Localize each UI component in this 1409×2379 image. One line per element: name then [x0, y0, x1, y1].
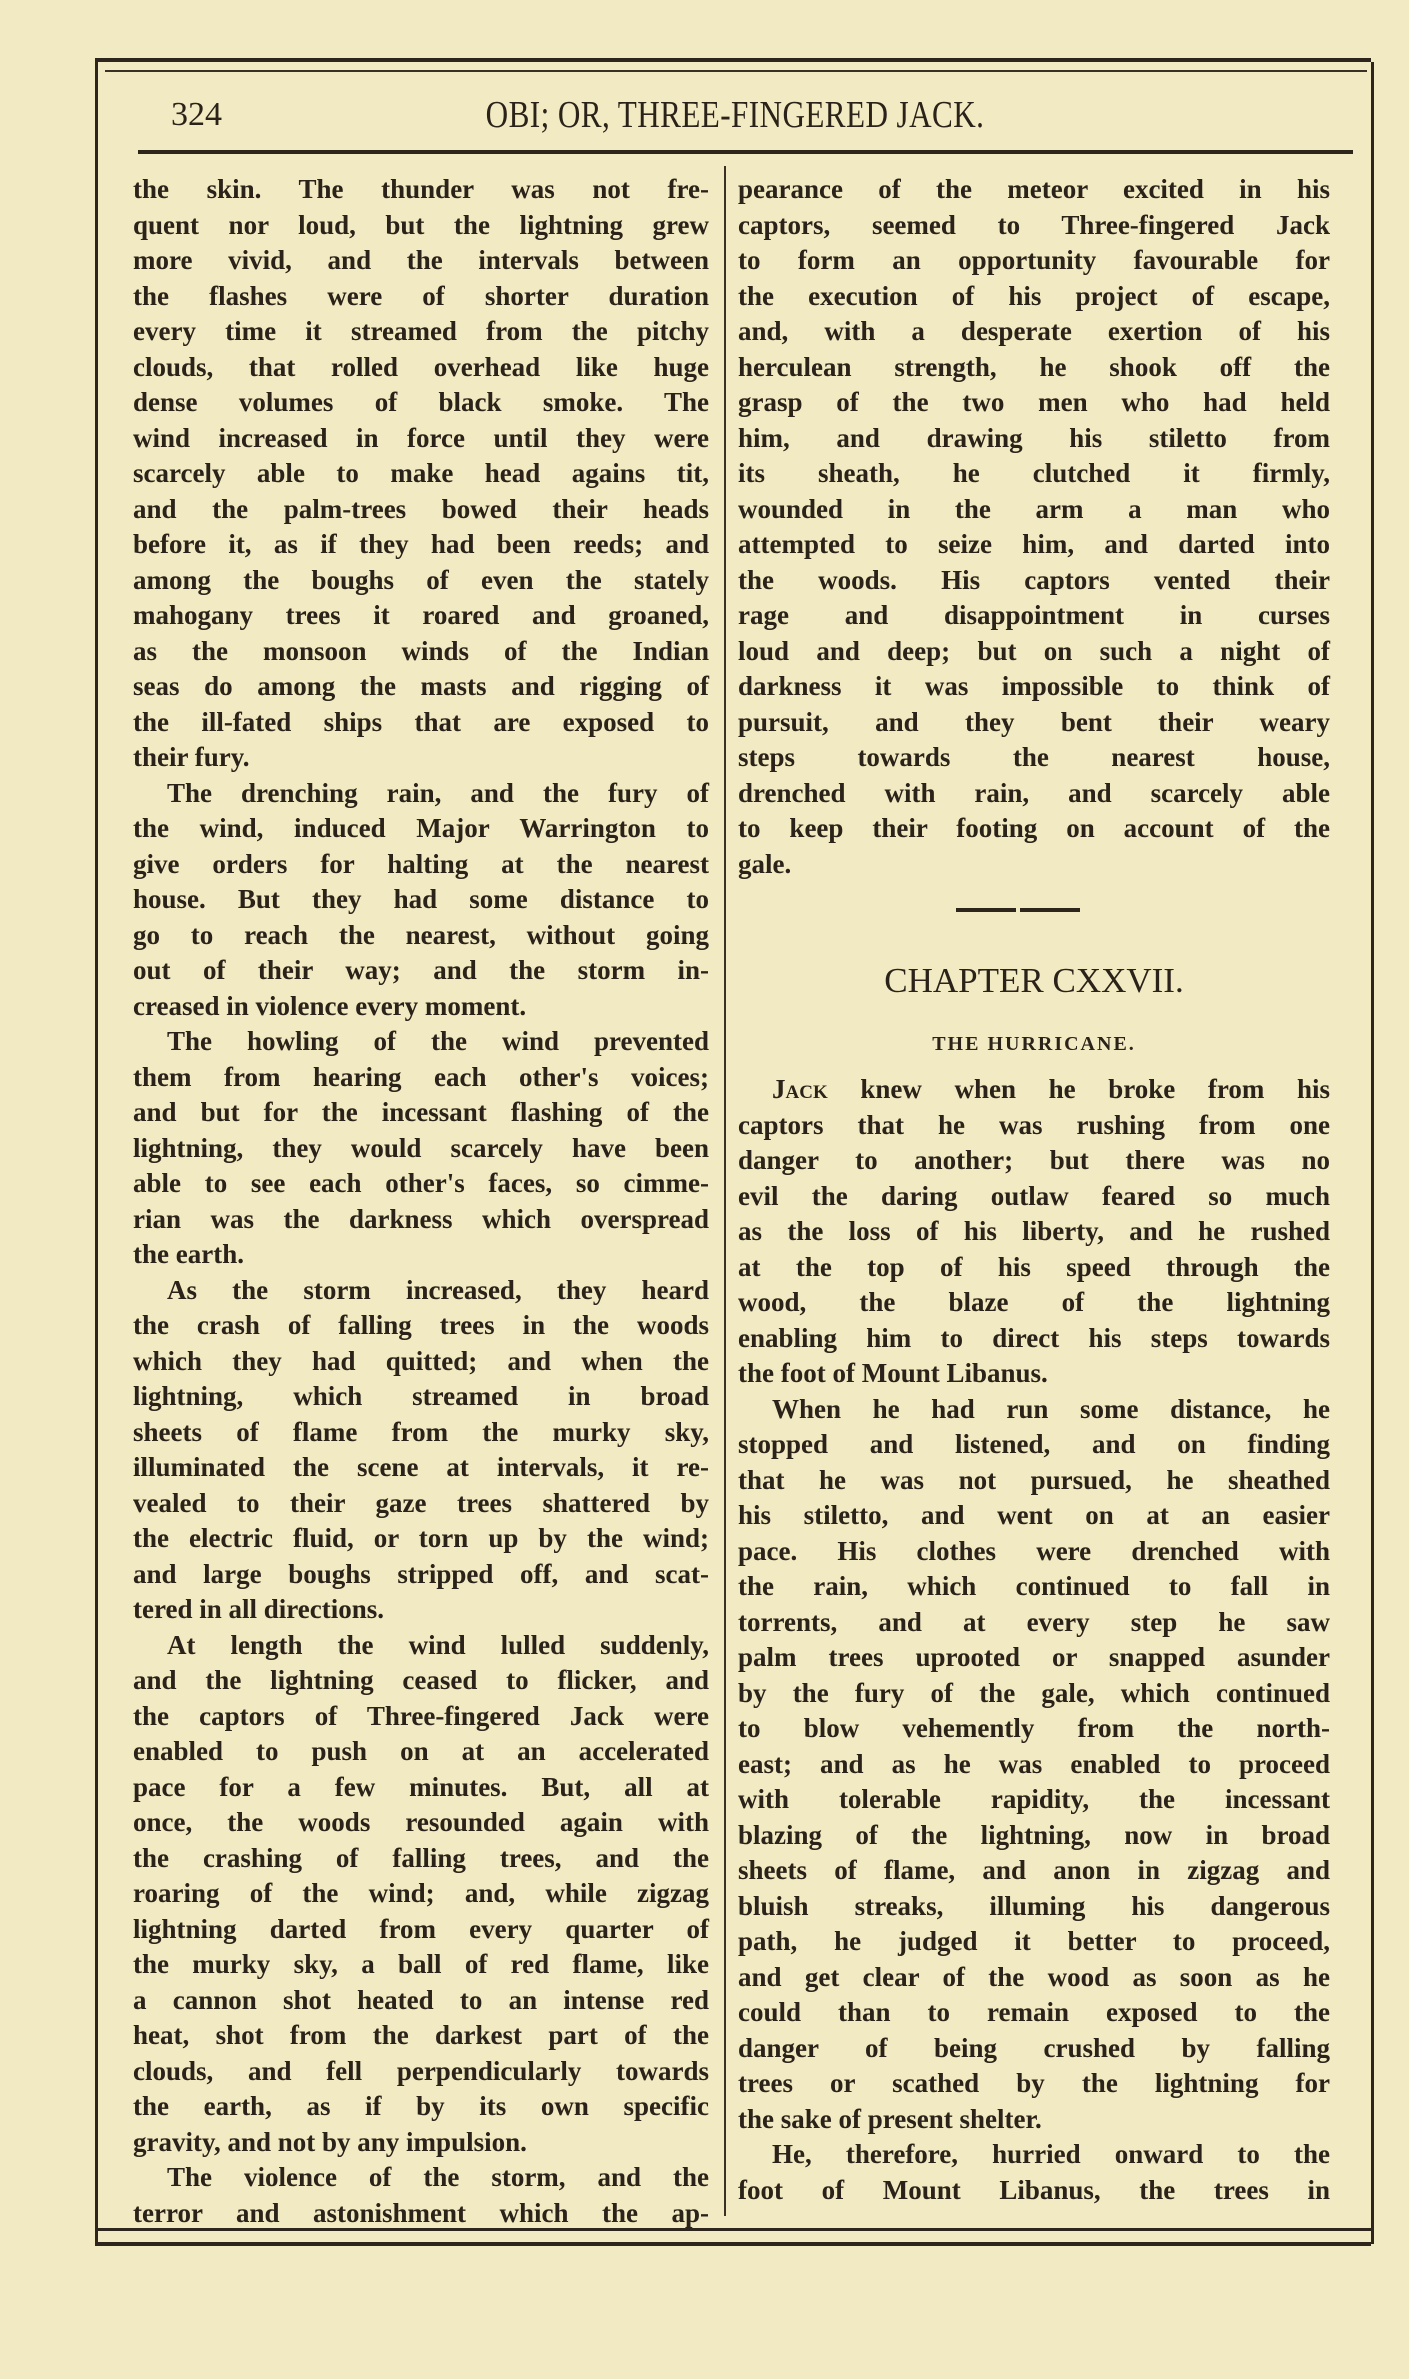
text-line: bluish streaks, illuming his dangerous [738, 1890, 1330, 1921]
text-line: vealed to their gaze trees shattered by [133, 1487, 709, 1518]
right-column-after-chapter [738, 1072, 1330, 2208]
text-line: quent nor loud, but the lightning grew [133, 209, 709, 240]
paragraph [738, 1392, 1330, 2138]
text-line: danger of being crushed by falling [738, 2032, 1330, 2063]
text-line: lightning, which streamed in broad [133, 1381, 709, 1411]
text-line: clouds, and fell perpendicularly towards [133, 2055, 709, 2086]
bottom-border-outer-rule [95, 2242, 1371, 2246]
text-line: pearance of the meteor excited in his [738, 174, 1330, 204]
paragraph [133, 1273, 709, 1628]
text-line: the earth. [133, 1239, 244, 1269]
text-line: could than to remain exposed to the [738, 1997, 1330, 2027]
text-line: As the storm increased, they heard [167, 1274, 709, 1305]
text-line: the skin. The thunder was not fre- [133, 174, 709, 204]
text-line: its sheath, he clutched it firmly, [738, 458, 1330, 488]
text-line: enabled to push on at an accelerated [133, 1736, 709, 1766]
text-line: sheets of flame from the murky sky, [133, 1416, 709, 1447]
text-line: among the boughs of even the stately [133, 564, 709, 595]
text-line: a cannon shot heated to an intense red [133, 1984, 709, 2015]
text-line: tered in all directions. [133, 1594, 384, 1624]
text-line: rage and disappointment in curses [738, 600, 1330, 630]
text-line: by the fury of the gale, which continued [738, 1677, 1330, 1708]
paragraph [133, 172, 709, 776]
text-line: rian was the darkness which overspread [133, 1203, 709, 1234]
text-line: as the monsoon winds of the Indian [133, 635, 709, 666]
text-line: enabling him to direct his steps towards [738, 1322, 1330, 1353]
text-line: the captors of Three-fingered Jack were [133, 1700, 709, 1731]
text-line: at the top of his speed through the [738, 1251, 1330, 1282]
text-line: out of their way; and the storm in- [133, 955, 709, 985]
text-line: to blow vehemently from the north- [738, 1713, 1330, 1743]
page-number: 324 [171, 96, 222, 133]
text-line: loud and deep; but on such a night of [738, 635, 1330, 666]
left-column [133, 172, 709, 2231]
text-line: the rain, which continued to fall in [738, 1571, 1330, 1601]
text-line: torrents, and at every step he saw [738, 1606, 1330, 1637]
text-line: wood, the blaze of the lightning [738, 1287, 1330, 1317]
text-line: the murky sky, a ball of red flame, like [133, 1949, 709, 1979]
text-line: scarcely able to make head agains tit, [133, 458, 709, 488]
text-line: before it, as if they had been reeds; and [133, 529, 709, 559]
text-line: and the palm-trees bowed their heads [133, 493, 709, 524]
section-ornament [738, 882, 1330, 946]
text-line: He, therefore, hurried onward to the [772, 2139, 1330, 2169]
paragraph [738, 2137, 1330, 2208]
text-line: and the lightning ceased to flicker, and [133, 1665, 709, 1695]
text-line: them from hearing each other's voices; [133, 1061, 709, 1092]
text-line: every time it streamed from the pitchy [133, 316, 709, 346]
text-line: pace for a few minutes. But, all at [133, 1771, 709, 1802]
chapter-subtitle: THE HURRICANE. [932, 1033, 1136, 1055]
text-line: the ill-fated ships that are exposed to [133, 706, 709, 737]
chapter-title: CHAPTER CXXVII. [884, 961, 1184, 1000]
text-line: When he had run some distance, he [772, 1393, 1330, 1424]
text-line: evil the daring outlaw feared so much [738, 1180, 1330, 1211]
text-line: their fury. [133, 742, 250, 772]
text-line: trees or scathed by the lightning for [738, 2068, 1330, 2098]
text-line: lightning, they would scarcely have been [133, 1132, 709, 1163]
text-line: roaring of the wind; and, while zigzag [133, 1878, 709, 1908]
text-line: to form an opportunity favourable for [738, 245, 1330, 275]
text-line: the foot of Mount Libanus. [738, 1358, 1048, 1388]
text-line: pursuit, and they bent their weary [738, 706, 1330, 737]
text-line: The violence of the storm, and the [167, 2162, 709, 2192]
text-line: more vivid, and the intervals between [133, 245, 709, 275]
running-header [110, 88, 1360, 148]
text-line: house. But they had some distance to [133, 884, 709, 914]
paragraph [738, 172, 1330, 882]
text-line: mahogany trees it roared and groaned, [133, 600, 709, 630]
text-line: that he was not pursued, he sheathed [738, 1464, 1330, 1495]
text-line: the earth, as if by its own specific [133, 2091, 709, 2121]
text-line: captors that he was rushing from one [738, 1109, 1330, 1140]
text-line: danger to another; but there was no [738, 1145, 1330, 1175]
text-line: grasp of the two men who had held [738, 387, 1330, 417]
text-line: attempted to seize him, and darted into [738, 529, 1330, 559]
text-line: illuminated the scene at intervals, it re- [133, 1452, 709, 1482]
text-line: stopped and listened, and on finding [738, 1429, 1330, 1459]
text-line: the sake of present shelter. [738, 2103, 1042, 2134]
text-line: with tolerable rapidity, the incessant [738, 1784, 1330, 1814]
text-line: lightning darted from every quarter of [133, 1913, 709, 1944]
text-line: At length the wind lulled suddenly, [167, 1629, 709, 1660]
paragraph [133, 1628, 709, 2161]
text-line: herculean strength, he shook off the [738, 351, 1330, 382]
text-line: go to reach the nearest, without going [133, 919, 709, 950]
text-line: the woods. His captors vented their [738, 564, 1330, 595]
text-line: sheets of flame, and anon in zigzag and [738, 1855, 1330, 1885]
paragraph [133, 1024, 709, 1273]
text-line: and, with a desperate exertion of his [738, 316, 1330, 346]
text-line: the crash of falling trees in the woods [133, 1310, 709, 1340]
text-line: him, and drawing his stiletto from [738, 422, 1330, 453]
text-line: wounded in the arm a man who [738, 493, 1330, 524]
lead-word: Jack [772, 1074, 828, 1104]
text-line: The drenching rain, and the fury of [167, 777, 709, 808]
text-line: give orders for halting at the nearest [133, 848, 709, 879]
text-line: drenched with rain, and scarcely able [738, 777, 1330, 808]
text-line: gravity, and not by any impulsion. [133, 2126, 527, 2157]
text-line: east; and as he was enabled to proceed [738, 1748, 1330, 1779]
text-line: steps towards the nearest house, [738, 742, 1330, 772]
text-line: foot of Mount Libanus, the trees in [738, 2174, 1330, 2205]
text-line: his stiletto, and went on at an easier [738, 1500, 1330, 1530]
text-line: path, he judged it better to proceed, [738, 1926, 1330, 1956]
text-line: gale. [738, 848, 792, 879]
column-divider [724, 166, 726, 2216]
text-line: and but for the incessant flashing of the [133, 1097, 709, 1127]
text-line: The howling of the wind prevented [167, 1026, 709, 1056]
paragraph [738, 1072, 1330, 1392]
text-line: heat, shot from the darkest part of the [133, 2020, 709, 2050]
text-line: captors, seemed to Three-fingered Jack [738, 209, 1330, 240]
text-line: the electric fluid, or torn up by the wind; [133, 1523, 709, 1553]
bottom-border-rule [95, 2228, 1371, 2231]
text-line: able to see each other's faces, so cimme- [133, 1168, 709, 1198]
text-line: terror and astonishment which the ap- [133, 2197, 709, 2228]
text-line: blazing of the lightning, now in broad [738, 1819, 1330, 1850]
text-line: the execution of his project of escape, [738, 280, 1330, 311]
text-line: pace. His clothes were drenched with [738, 1535, 1330, 1566]
right-column-before-chapter [738, 172, 1330, 882]
text-line: the wind, induced Major Warrington to [133, 813, 709, 843]
text-line: creased in violence every moment. [133, 990, 527, 1021]
text-line: Jack knew when he broke from his [772, 1074, 1330, 1104]
paragraph [133, 2160, 709, 2231]
running-title: OBI; OR, THREE-FINGERED JACK. [485, 94, 985, 136]
text-line: clouds, that rolled overhead like huge [133, 351, 709, 382]
text-line: to keep their footing on account of the [738, 813, 1330, 843]
text-line: and get clear of the wood as soon as he [738, 1961, 1330, 1992]
text-line: wind increased in force until they were [133, 422, 709, 453]
text-line: palm trees uprooted or snapped asunder [738, 1642, 1330, 1672]
text-line: and large boughs stripped off, and scat- [133, 1558, 709, 1589]
header-rule [138, 150, 1353, 154]
right-column [738, 172, 1330, 2208]
paragraph [133, 776, 709, 1025]
text-line: the crashing of falling trees, and the [133, 1842, 709, 1873]
text-line: the flashes were of shorter duration [133, 280, 709, 311]
text-line: seas do among the masts and rigging of [133, 671, 709, 701]
text-line: once, the woods resounded again with [133, 1807, 709, 1837]
text-line: dense volumes of black smoke. The [133, 387, 709, 417]
text-line: which they had quitted; and when the [133, 1345, 709, 1376]
text-line: darkness it was impossible to think of [738, 671, 1330, 701]
text-line: as the loss of his liberty, and he rushed [738, 1216, 1330, 1246]
